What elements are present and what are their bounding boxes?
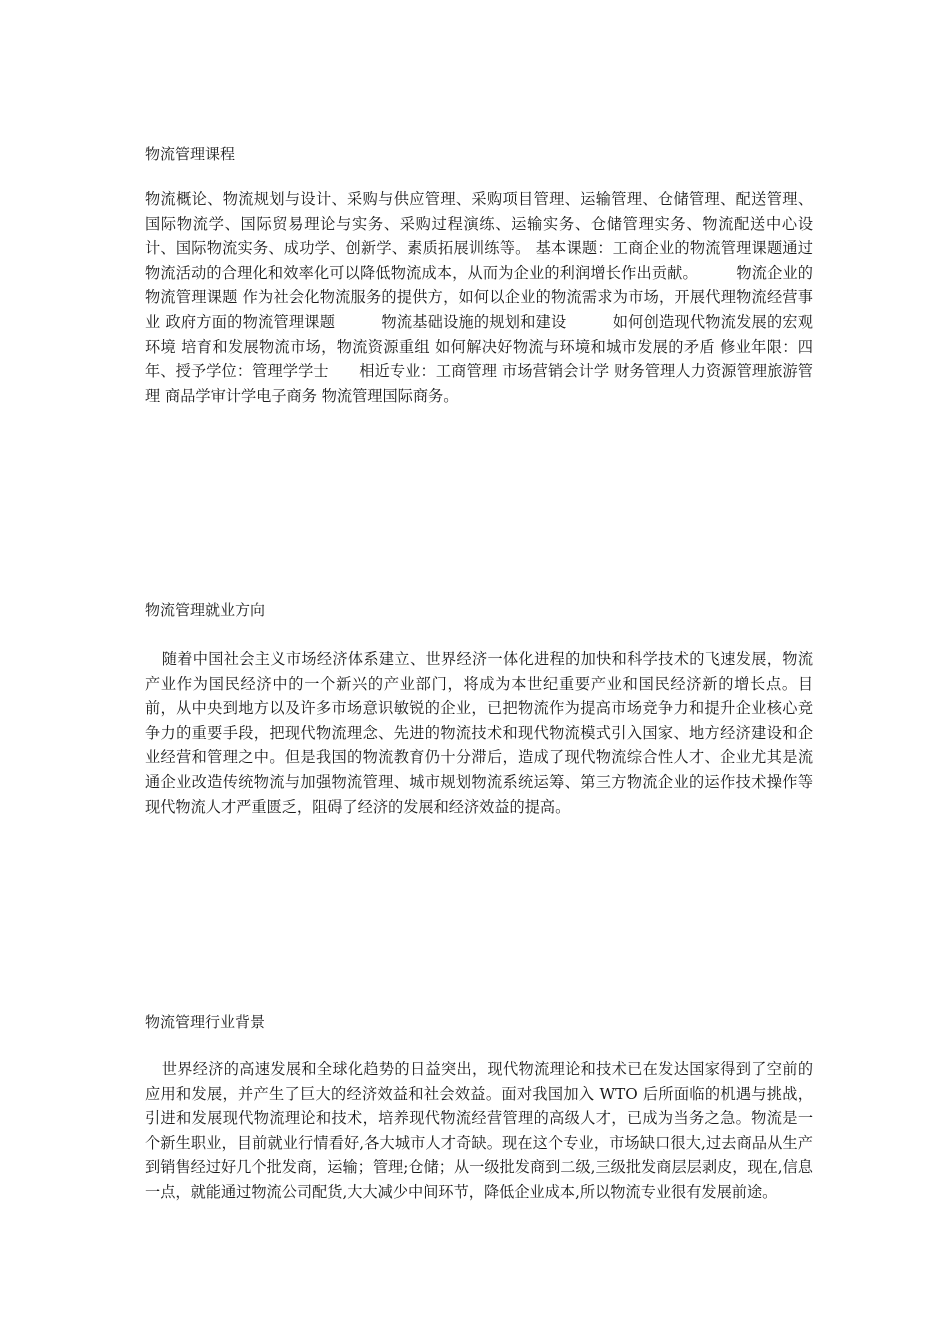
- section-industry-background: [145, 1012, 813, 1205]
- section-courses: [145, 144, 813, 408]
- section-paragraph: 随着中国社会主义市场经济体系建立、世界经济一体化进程的加快和科学技术的飞速发展，物流产业作为国民经济中的一个新兴的产业部门，将成为本世纪重要产业和国民经济新的增长点。目前，从中央到地方以及许多市场意识敏锐的企业，已把物流作为提高市场竞争力和提升企业核心竞争力的重要手段，把现代物流理念、先进的物流技术和现代物流模式引入国家、地方经济建设和企业经营和管理之中。但是我国的物流教育仍十分滞后，造成了现代物流综合性人才、企业尤其是流通企业改造传统物流与加强物流管理、城市规划物流系统运筹、第三方物流企业的运作技术操作等现代物流人才严重匮乏，阻碍了经济的发展和经济效益的提高。: [145, 650, 813, 816]
- section-heading: 物流管理课程: [145, 145, 236, 163]
- section-paragraph: 世界经济的高速发展和全球化趋势的日益突出，现代物流理论和技术已在发达国家得到了空前的应用和发展，并产生了巨大的经济效益和社会效益。面对我国加入 WTO 后所面临的机遇与挑战，引进和发展现代物流理论和技术，培养现代物流经营管理的高级人才，已成为当务之急。物流是一个新生职业，目前就业行情看好,各大城市人才奇缺。现在这个专业，市场缺口很大,过去商品从生产到销售经过好几个批发商，运输；管理;仓储；从一级批发商到二级,三级批发商层层剥皮，现在,信息一点，就能通过物流公司配货,大大减少中间环节，降低企业成本,所以物流专业很有发展前途。: [145, 1060, 813, 1201]
- section-heading: 物流管理行业背景: [145, 1013, 266, 1031]
- section-heading: 物流管理就业方向: [145, 601, 266, 619]
- section-employment: [145, 600, 813, 819]
- section-paragraph: 物流概论、物流规划与设计、采购与供应管理、采购项目管理、运输管理、仓储管理、配送管理、国际物流学、国际贸易理论与实务、采购过程演练、运输实务、仓储管理实务、物流配送中心设计、国际物流实务、成功学、创新学、素质拓展训练等。 基本课题：工商企业的物流管理课题通过物流活动的合理化和效率化可以降低物流成本，从而为企业的利润增长作出贡献。 物流企业的物流管理课题 作为社会化物流服务的提供方，如何以企业的物流需求为市场，开展代理物流经营事业 政府方面的物流管理课题 物流基础设施的规划和建设 如何创造现代物流发展的宏观环境 培育和发展物流市场，物流资源重组 如何解决好物流与环境和城市发展的矛盾 修业年限：四年、授予学位：管理学学士 相近专业：工商管理 市场营销会计学 财务管理人力资源管理旅游管理 商品学审计学电子商务 物流管理国际商务。: [145, 190, 813, 405]
